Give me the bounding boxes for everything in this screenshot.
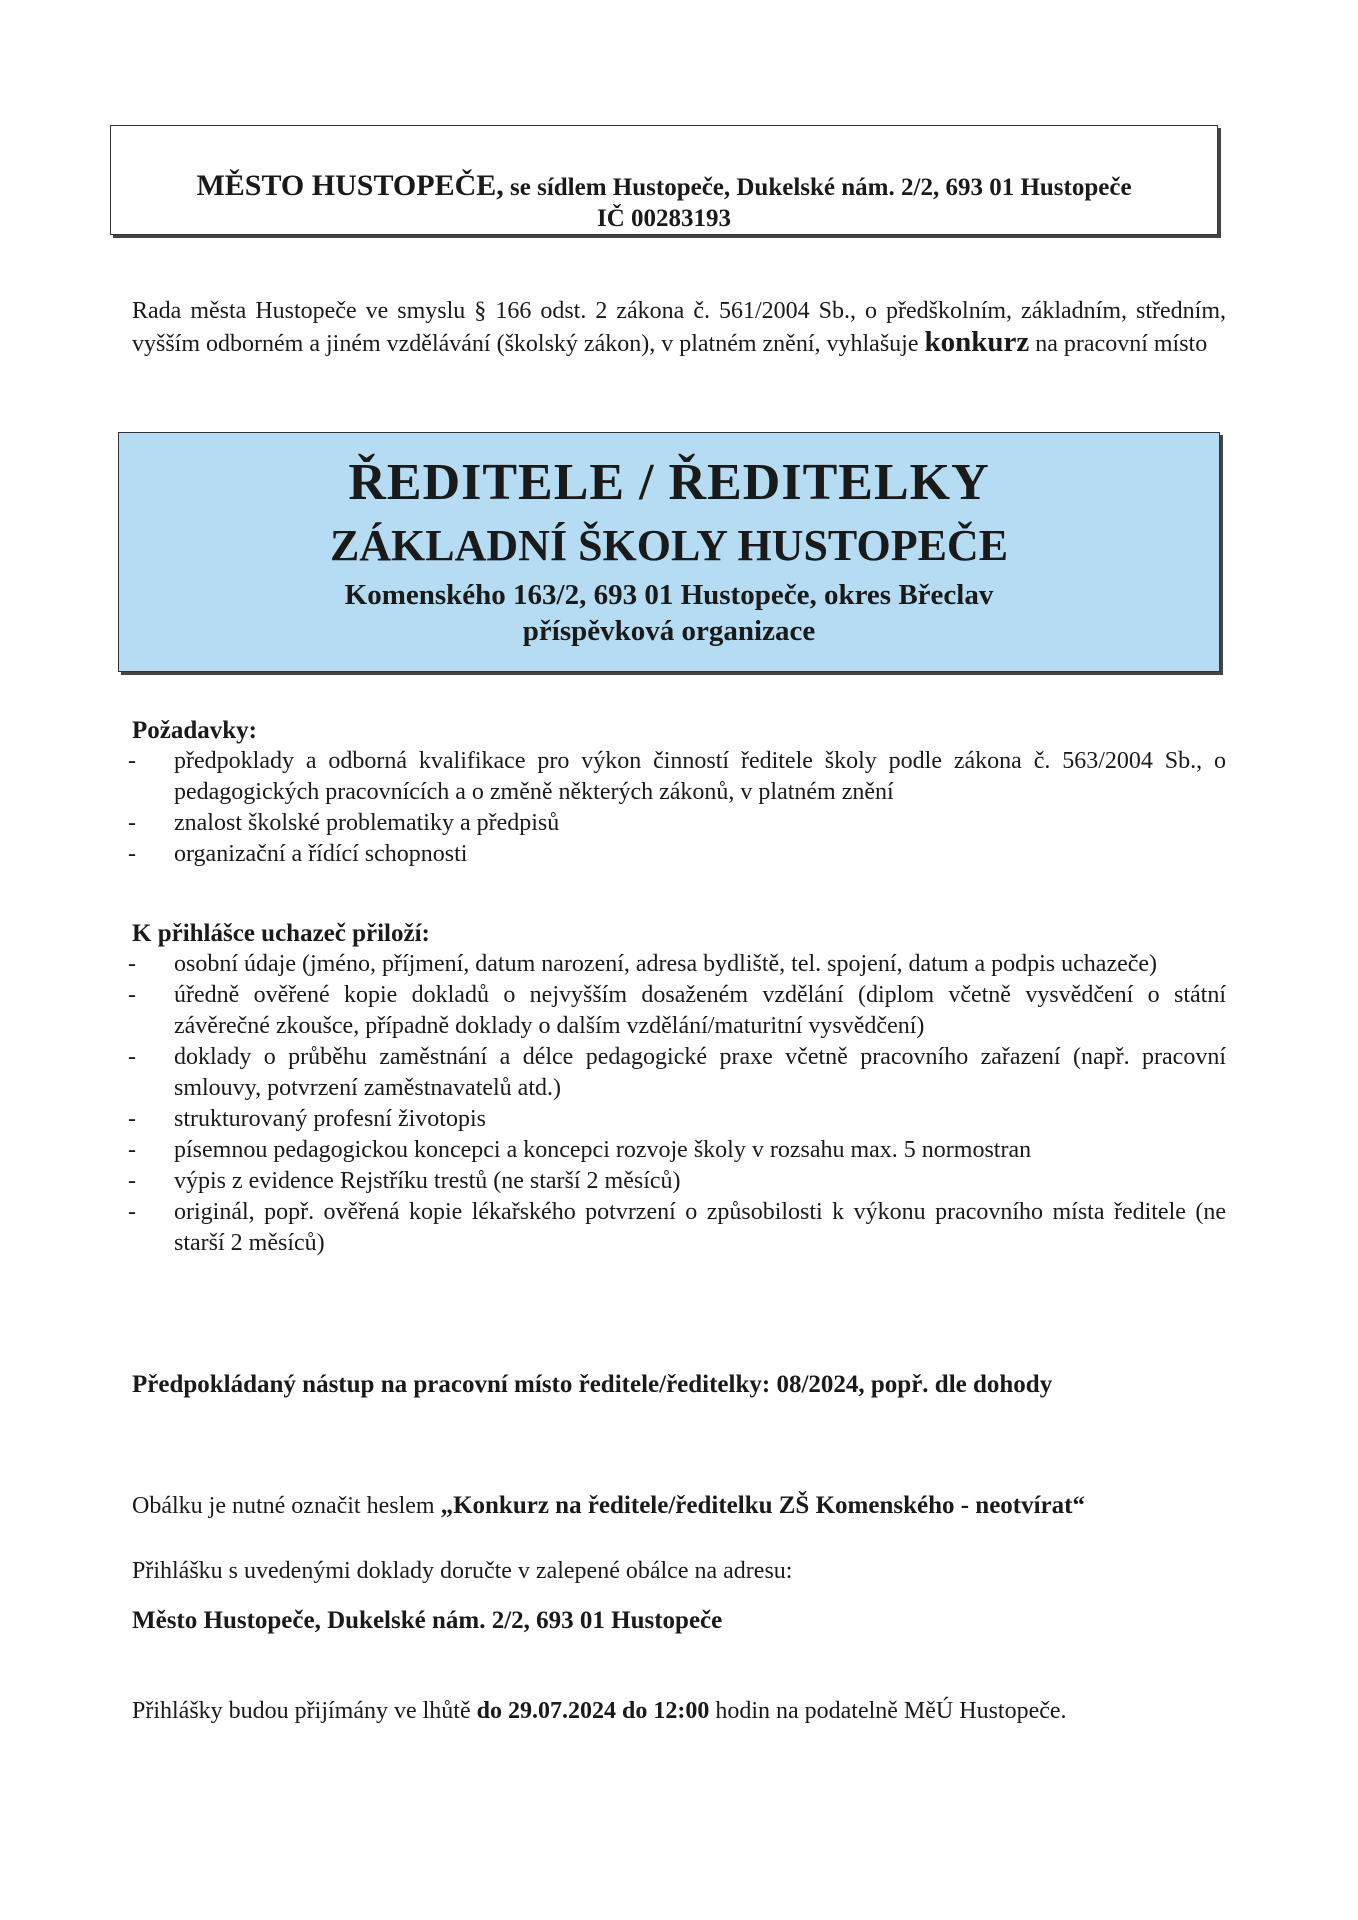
header-box <box>110 125 1218 235</box>
school-address: Komenského 163/2, 693 01 Hustopeče, okres Břeclav <box>344 579 994 611</box>
city-seat: se sídlem Hustopeče, Dukelské nám. 2/2, 693 01 Hustopeče <box>510 174 1132 201</box>
intro-text-after: na pracovní místo <box>1035 331 1208 357</box>
list-item: - originál, popř. ověřená kopie lékařského potvrzení o způsobilosti k výkonu pracovního místa ředitele (ne starší 2 měsíců) <box>128 1199 1226 1256</box>
intro-keyword: konkurz <box>924 326 1030 358</box>
deadline-text: Přihlášky budou přijímány ve lhůtě <box>132 1698 471 1724</box>
list-item: - doklady o průběhu zaměstnání a délce pedagogické praxe včetně pracovního zařazení (např. pracovní smlouvy, potvrzení zaměstnavatelů atd.) <box>128 1044 1226 1101</box>
list-item: - předpoklady a odborná kvalifikace pro výkon činností ředitele školy podle zákona č. 563/2004 Sb., o pedagogických pracovnících a o změně některých zákonů, v platném znění <box>128 748 1226 805</box>
header-line-1 <box>111 170 1217 204</box>
list-item: - znalost školské problematiky a předpisů <box>128 810 560 836</box>
list-item: - výpis z evidence Rejstříku trestů (ne starší 2 měsíců) <box>128 1168 681 1194</box>
envelope-instruction <box>132 1490 1085 1522</box>
city-name: MĚSTO HUSTOPEČE, <box>196 169 504 202</box>
delivery-instruction: Přihlášku s uvedenými doklady doručte v zalepené obálce na adresu: <box>132 1558 793 1584</box>
deadline-text-after: hodin na podatelně MěÚ Hustopeče. <box>715 1698 1067 1724</box>
list-item: - organizační a řídící schopnosti <box>128 841 468 867</box>
envelope-text: Obálku je nutné označit heslem <box>132 1493 435 1519</box>
attachments-heading: K přihlášce uchazeč přiloží: <box>132 920 430 947</box>
list-item: - osobní údaje (jméno, příjmení, datum narození, adresa bydliště, tel. spojení, datum a podpis uchazeče) <box>128 951 1158 977</box>
city-ico: IČ 00283193 <box>596 205 732 232</box>
deadline-date: do 29.07.2024 do 12:00 <box>476 1698 710 1724</box>
delivery-address: Město Hustopeče, Dukelské nám. 2/2, 693 01 Hustopeče <box>132 1607 723 1634</box>
school-name: ZÁKLADNÍ ŠKOLY HUSTOPEČE <box>329 521 1009 570</box>
intro-text: Rada města Hustopeče ve smyslu § 166 odst. 2 zákona č. 561/2004 Sb., o předškolním, základním, středním, vyšším odborném a jiném vzdělávání (školský zákon), v platném znění, vyhlašuje <box>132 298 1226 357</box>
envelope-motto: „Konkurz na ředitele/ředitelku ZŠ Komenského - neotvírat“ <box>440 1492 1085 1519</box>
list-item: - písemnou pedagogickou koncepci a koncepci rozvoje školy v rozsahu max. 5 normostran <box>128 1137 1032 1163</box>
school-org-type: příspěvková organizace <box>522 615 816 647</box>
intro-paragraph <box>132 296 1226 360</box>
attachments-list <box>128 949 1226 1259</box>
position-title-box <box>118 432 1220 672</box>
list-item: - strukturovaný profesní životopis <box>128 1106 486 1132</box>
start-date-line: Předpokládaný nástup na pracovní místo ředitele/ředitelky: 08/2024, popř. dle dohody <box>132 1371 1053 1398</box>
requirements-list <box>128 746 1226 870</box>
requirements-heading: Požadavky: <box>132 717 257 744</box>
deadline-line <box>132 1696 1067 1727</box>
list-item: - úředně ověřené kopie dokladů o nejvyšším dosaženém vzdělání (diplom včetně vysvědčení o státní závěrečné zkoušce, případně doklady o dalším vzdělání/maturitní vysvědčení) <box>128 982 1226 1039</box>
position-title: ŘEDITELE / ŘEDITELKY <box>348 454 990 511</box>
